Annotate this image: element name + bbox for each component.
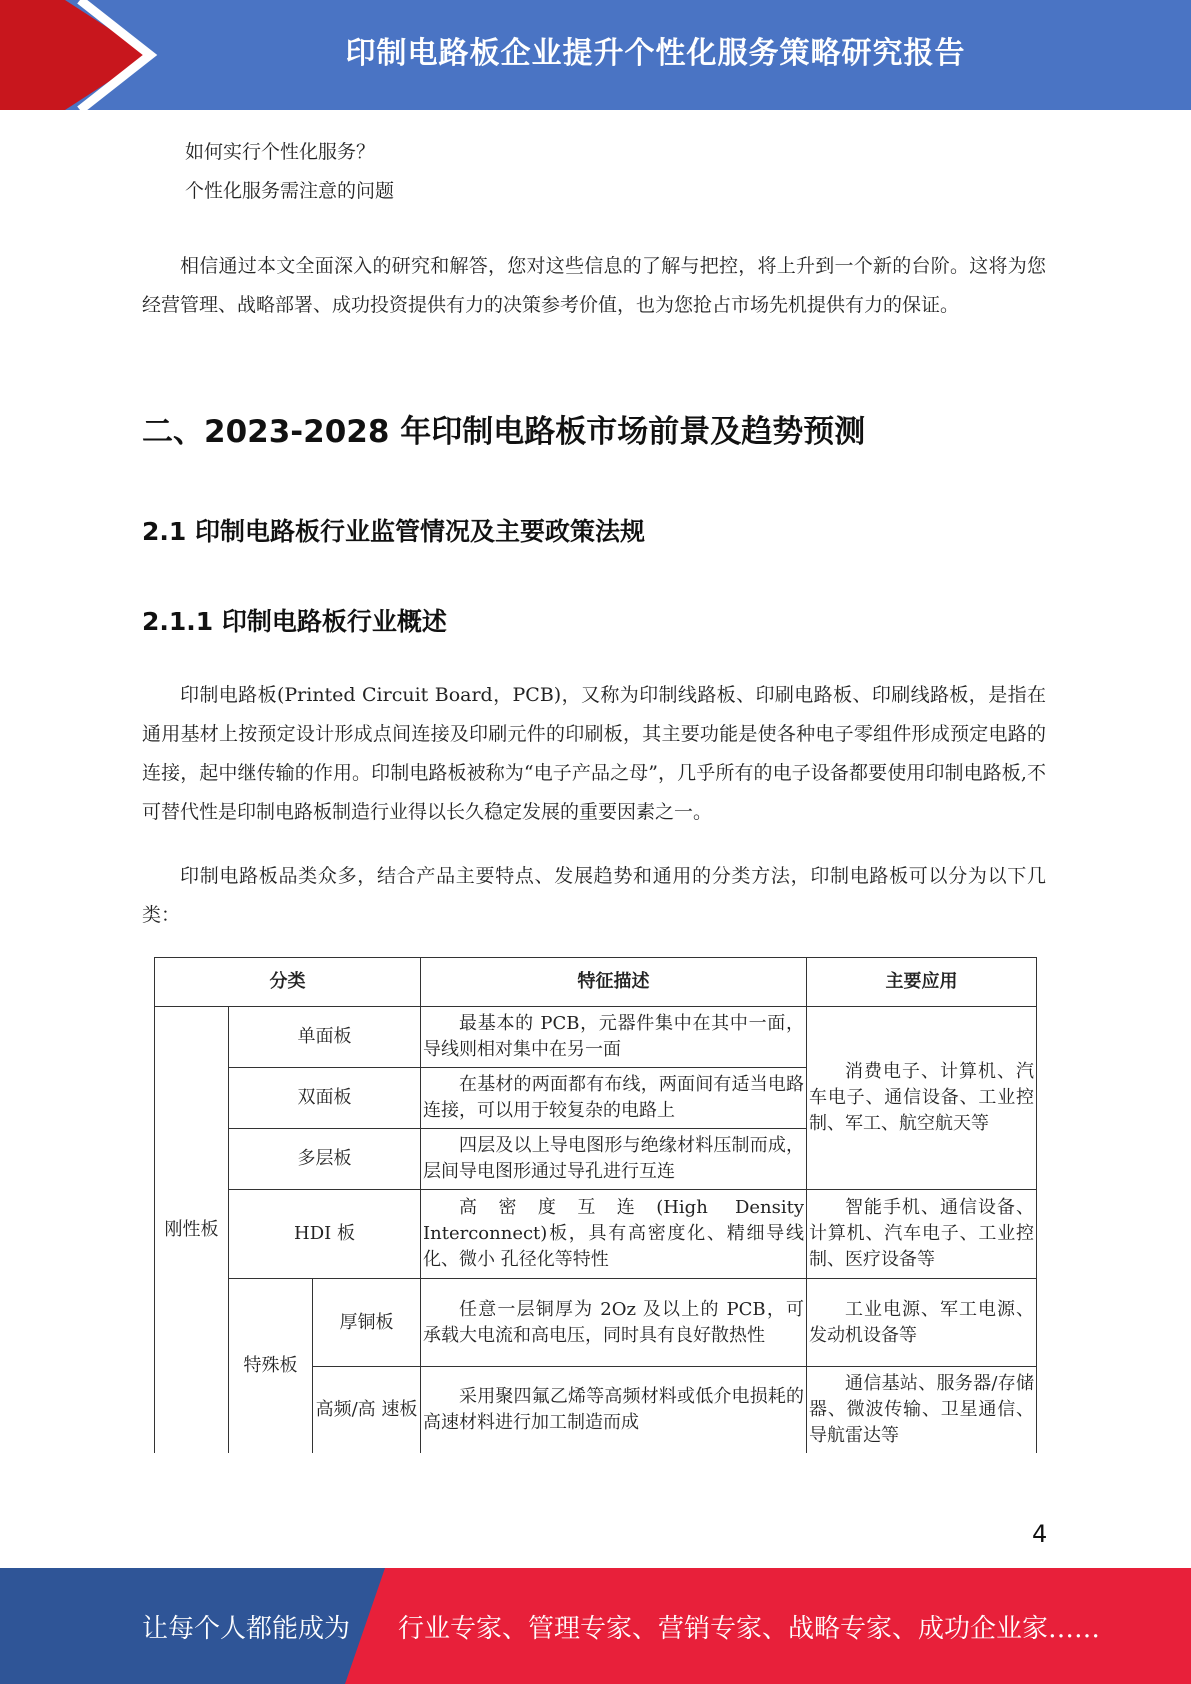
page-footer <box>0 1568 1191 1684</box>
table-row <box>155 1279 1037 1367</box>
intro-line-1: 如何实行个性化服务？ <box>185 141 376 163</box>
type-desc: 高密度互连(High Density Interconnect)板，具有高密度化、精细导线化、微小 孔径化等特性 <box>421 1190 807 1279</box>
paragraph-1: 相信通过本文全面深入的研究和解答，您对这些信息的了解与把控，将上升到一个新的台阶。这将为您经营管理、战略部署、成功投资提供有力的决策参考价值，也为您抢占市场先机提供有力的保证。 <box>142 255 1046 316</box>
type-name: 双面板 <box>229 1068 421 1129</box>
type-desc: 四层及以上导电图形与绝缘材料压制而成，层间导电图形通过导孔进行互连 <box>421 1129 807 1190</box>
page-number: 4 <box>1032 1520 1048 1548</box>
subsection-heading: 2.1 印制电路板行业监管情况及主要政策法规 <box>142 517 645 546</box>
table-row <box>155 1190 1037 1279</box>
pcb-classification-table <box>154 957 1037 1453</box>
footer-slogan-right: 行业专家、管理专家、营销专家、战略专家、成功企业家…… <box>398 1614 1101 1644</box>
table-header-row <box>155 958 1037 1007</box>
paragraph-2: 印制电路板(Printed Circuit Board，PCB)，又称为印制线路板、印刷电路板、印刷线路板，是指在通用基材上按预定设计形成点间连接及印刷元件的印刷板，其主要功能是使各种电子零组件形成预定电路的连接，起中继传输的作用。印制电路板被称为“电子产品之母”，几乎所有的电子设备都要使用印制电路板,不可替代性是印制电路板制造行业得以长久稳定发展的重要因素之一。 <box>142 684 1046 823</box>
type-application: 通信基站、服务器/存储器、微波传输、卫星通信、导航雷达等 <box>807 1367 1037 1453</box>
group-special: 特殊板 <box>229 1279 313 1453</box>
type-name: 多层板 <box>229 1129 421 1190</box>
shared-application: 消费电子、计算机、汽 车电子、通信设备、工业控制、军工、航空航天等 <box>807 1007 1037 1190</box>
type-desc: 任意一层铜厚为 2Oz 及以上的 PCB，可 承载大电流和高电压，同时具有良好散热性 <box>421 1279 807 1367</box>
type-name: HDI 板 <box>229 1190 421 1279</box>
type-desc: 在基材的两面都有布线，两面间有适当电路连接，可以用于较复杂的电路上 <box>421 1068 807 1129</box>
header-category: 分类 <box>155 958 421 1007</box>
type-application: 工业电源、军工电源、发动机设备等 <box>807 1279 1037 1367</box>
group-rigid: 刚性板 <box>155 1007 229 1453</box>
intro-line-2: 个性化服务需注意的问题 <box>185 180 395 202</box>
page-header <box>0 0 1191 110</box>
type-application: 智能手机、通信设备、计算机、汽车电子、工业控制、医疗设备等 <box>807 1190 1037 1279</box>
header-application: 主要应用 <box>807 958 1037 1007</box>
paragraph-3: 印制电路板品类众多，结合产品主要特点、发展趋势和通用的分类方法，印制电路板可以分为以下几类： <box>142 865 1046 926</box>
table-row <box>155 1007 1037 1068</box>
type-desc: 采用聚四氟乙烯等高频材料或低介电损耗的高速材料进行加工制造而成 <box>421 1367 807 1453</box>
section-heading: 二、2023-2028 年印制电路板市场前景及趋势预测 <box>142 414 866 450</box>
type-name: 厚铜板 <box>313 1279 421 1367</box>
type-desc: 最基本的 PCB，元器件集中在其中一面， 导线则相对集中在另一面 <box>421 1007 807 1068</box>
report-title: 印制电路板企业提升个性化服务策略研究报告 <box>345 36 966 71</box>
header-feature: 特征描述 <box>421 958 807 1007</box>
type-name: 高频/高 速板 <box>313 1367 421 1453</box>
subsubsection-heading: 2.1.1 印制电路板行业概述 <box>142 607 447 636</box>
type-name: 单面板 <box>229 1007 421 1068</box>
footer-slogan-left: 让每个人都能成为 <box>142 1614 351 1644</box>
